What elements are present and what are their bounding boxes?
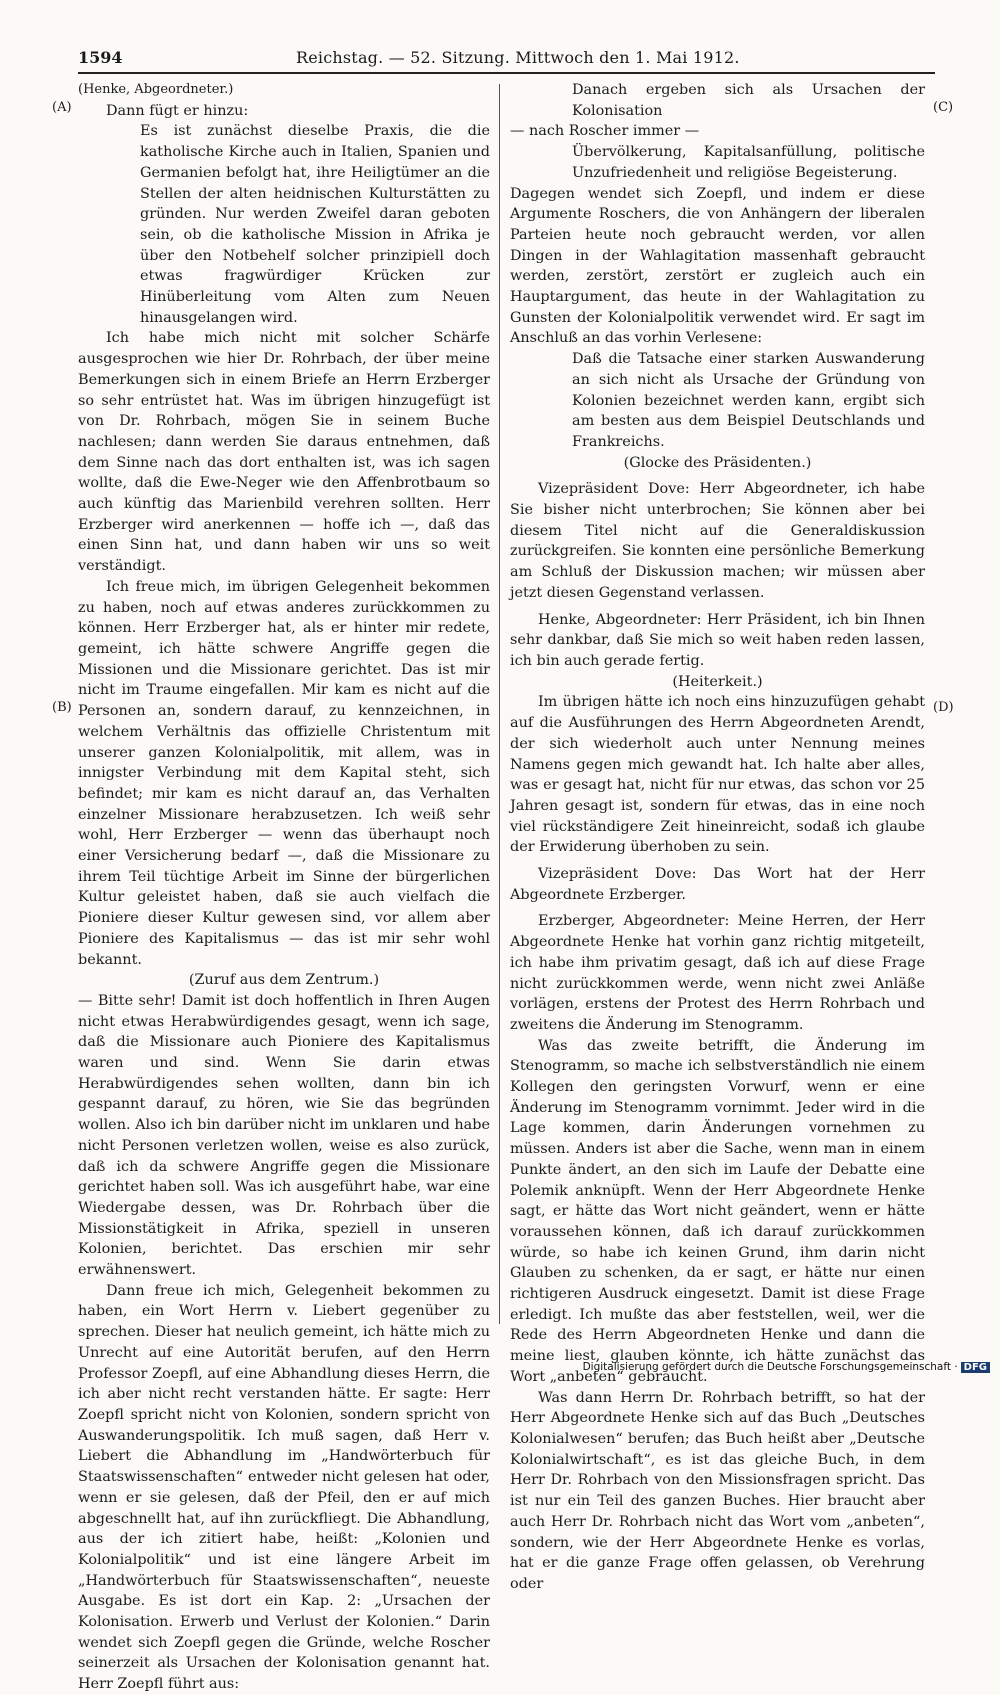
footer-credit <box>583 1361 990 1373</box>
paragraph: Vizepräsident Dove: Herr Abgeordneter, ich habe Sie bisher nicht unterbrochen; Sie können aber bei diesem Titel nicht auf die Generaldiskussion zurückgreifen. Sie konnten eine persönliche Bemerkung am Schluß der Diskussion machen; wir müssen aber jetzt diesen Gegenstand verlassen. <box>510 481 925 601</box>
stage-direction: (Glocke des Präsidenten.) <box>623 454 812 471</box>
page-header <box>78 46 935 74</box>
block-quote: Daß die Tatsache einer starken Auswanderung an sich nicht als Ursache der Gründung von Kolonien bezeichnet werden kann, ergibt sich am besten aus dem Beispiel Deutschlands und Frankreichs. <box>572 351 925 450</box>
page-number: 1594 <box>78 48 123 67</box>
paragraph: Henke, Abgeordneter: Herr Präsident, ich bin Ihnen sehr dankbar, daß Sie mich so weit haben reden lassen, ich bin auch gerade fertig. <box>510 611 925 669</box>
paragraph: Dann freue ich mich, Gelegenheit bekommen zu haben, ein Wort Herrn v. Liebert gegenüber zu sprechen. Dieser hat neulich gemeint, ich hätte mich zu Unrecht auf eine Autorität berufen, auf den Herrn Professor Zoepfl, auf eine Abhandlung dieses Herrn, die ich aber nicht recht verstanden hätte. Er sagte: Herr Zoepfl spricht nicht von Kolonien, sondern spricht von Auswanderungspolitik. Ich muß sagen, daß Herr v. Liebert die Abhandlung im „Handwörterbuch für Staatswissenschaften“ entweder nicht gelesen hat oder, wenn er sie gelesen, daß der Pfeil, den er auf mich abgeschnellt hat, auf ihn zurückfliegt. Die Abhandlung, aus der ich zitiert habe, heißt: „Kolonien und Kolonialpolitik“ und ist eine längere Arbeit im „Handwörterbuch für Staatswissenschaften“, neueste Ausgabe. Es ist dort ein Kap. 2: „Ursachen der Kolonisation. Erwerb und Verlust der Kolonien.“ Darin wendet sich Zoepfl gegen die Gründe, welche Roscher seinerzeit als Ursachen der Kolonisation genannt hat. Herr Zoepfl führt aus: <box>78 1282 490 1693</box>
paragraph: Was dann Herrn Dr. Rohrbach betrifft, so hat der Herr Abgeordnete Henke sich auf das Buch „Deutsches Kolonialwesen“ berufen; das Buch heißt aber „Deutsche Kolonialwirtschaft“, es ist das gleiche Buch, in dem Herr Dr. Rohrbach von den Missionsfragen spricht. Das ist nur ein Teil des ganzen Buches. Hier braucht aber auch Herr Dr. Rohrbach nicht das Wort vom „anbeten“, sondern, wie der Herr Abgeordnete Henke es vorlas, hat er die ganze Frage offen gelassen, ob Verehrung oder <box>510 1389 925 1592</box>
dfg-logo: DFG <box>961 1362 990 1373</box>
margin-marker-a: (A) <box>52 100 72 115</box>
margin-marker-b: (B) <box>52 700 72 715</box>
block-quote: Danach ergeben sich als Ursachen der Kolonisation <box>572 82 925 119</box>
speaker-note: (Henke, Abgeordneter.) <box>78 82 234 97</box>
paragraph: Dagegen wendet sich Zoepfl, und indem er diese Argumente Roschers, die von Anhängern der liberalen Parteien heute noch gebraucht werden, vor allen Dingen in der Wahlagitation massenhaft gebraucht werden, zerstört, zerstört er zugleich auch ein Hauptargument, das heute in der Wahlagitation zu Gunsten der Kolonialpolitik verwendet wird. Er sagt im Anschluß an das vorhin Verlesene: <box>510 185 925 347</box>
margin-marker-d: (D) <box>933 700 954 715</box>
column-divider <box>499 84 500 1324</box>
paragraph: Im übrigen hätte ich noch eins hinzuzufügen gehabt auf die Ausführungen des Herrn Abgeordneten Arendt, der sich wiederholt auch unter Nennung meines Namens gegen mich gewandt hat. Ich halte aber alles, was er gesagt hat, nicht für nur etwas, das schon vor 25 Jahren gesagt ist, sondern für etwas, das in eine noch viel rückständigere Zeit hineinreicht, sodaß ich glaube der Erwiderung überhoben zu sein. <box>510 694 925 856</box>
margin-marker-c: (C) <box>933 100 954 115</box>
paragraph: — Bitte sehr! Damit ist doch hoffentlich in Ihren Augen nicht etwas Herabwürdigendes gesagt, wenn ich sage, daß die Missionare auch Pioniere des Kapitalismus waren und sind. Wenn Sie darin etwas Herabwürdigendes sehen wollten, dann bin ich gespannt darauf, zu hören, wie Sie das begründen wollen. Also ich bin darüber nicht im unklaren und habe nicht Personen verletzen wollen, weise es also zurück, daß ich da schwere Angriffe gegen die Missionare gerichtet haben soll. Was ich ausgeführt habe, war eine Wiedergabe dessen, was Dr. Rohrbach über die Missionstätigkeit in Afrika, speziell in unseren Kolonien, berichtet. Das erschien mir sehr erwähnenswert. <box>78 992 490 1279</box>
paragraph: Erzberger, Abgeordneter: Meine Herren, der Herr Abgeordnete Henke hat vorhin ganz richtig mitgeteilt, ich habe ihm privatim gesagt, daß ich auf diese Frage nicht zurückkommen werde, wenn nicht zwei Anläße vorlägen, erstens der Protest des Herrn Rohrbach und zweitens die Änderung im Stenogramm. <box>510 913 925 1033</box>
block-quote: Übervölkerung, Kapitalsanfüllung, politische Unzufriedenheit und religiöse Begeisterung. <box>572 144 925 181</box>
footer-text: Digitalisierung gefördert durch die Deutsche Forschungsgemeinschaft · <box>582 1361 958 1373</box>
quote-aside: — nach Roscher immer — <box>510 123 700 140</box>
block-quote: Es ist zunächst dieselbe Praxis, die die katholische Kirche auch in Italien, Spanien und Germanien befolgt hat, ihre Heiligtümer an die Stellen der alten heidnischen Kulturstätten zu gründen. Nur werden Zweifel daran geboten sein, ob die katholische Mission in Afrika je über den Notbehelf solcher prinzipiell doch etwas fragwürdiger Krücken zur Hinüberleitung vom Alten zum Neuen hinausgelangen wird. <box>140 123 490 326</box>
paragraph: Vizepräsident Dove: Das Wort hat der Herr Abgeordnete Erzberger. <box>510 866 925 903</box>
running-title: Reichstag. — 52. Sitzung. Mittwoch den 1. Mai 1912. <box>296 48 740 67</box>
left-column <box>78 80 490 1695</box>
paragraph: Was das zweite betrifft, die Änderung im Stenogramm, so mache ich selbstverständlich nie einem Kollegen den geringsten Vorwurf, wenn er eine Änderung im Stenogramm vornimmt. Jeder wird in die Lage kommen, darin Änderungen vornehmen zu müssen. Anders ist aber die Sache, wenn man in einem Punkte ändert, an den sich im Laufe der Debatte eine Polemik anknüpft. Wenn der Herr Abgeordnete Henke sagt, er hätte das Wort nicht geändert, wenn er hätte voraussehen können, daß ich darauf zurückkommen würde, so habe ich keinen Grund, ihm darin nicht Glauben zu schenken, da er sagt, er hätte nur einen richtigeren Ausdruck eingesetzt. Damit ist diese Frage erledigt. Ich mußte das aber feststellen, weil, wer die Rede des Herrn Abgeordneten Henke und dann die meine liest, glauben könnte, ich hätte zunächst das Wort „anbeten“ gebraucht. <box>510 1037 925 1385</box>
paragraph: Ich freue mich, im übrigen Gelegenheit bekommen zu haben, noch auf etwas anderes zurückkommen zu können. Herr Erzberger hat, als er hinter mir redete, gemeint, ich hätte schwere Angriffe gegen die Missionen und die Missionare gerichtet. Das ist mir nicht im Traume eingefallen. Mir kam es nicht auf die Personen an, sondern darauf, zu kennzeichnen, in welchem Verhältnis das offizielle Christentum mit unserer ganzen Kolonialpolitik, mit allem, was in innigster Verbindung mit dem Kapital steht, sich befindet; mir kam es nicht darauf an, das Verhalten einzelner Missionare herabzusetzen. Ich weiß sehr wohl, Herr Erzberger — wenn das überhaupt noch einer Versicherung bedarf —, daß die Missionare zu ihrem Teil tüchtige Arbeit im Sinne der bürgerlichen Kultur geleistet haben, daß sie auch vielfach die Pioniere dieser Kultur gewesen sind, vor allem aber Pioniere des Kapitalismus — das ist mir sehr wohl bekannt. <box>78 578 490 968</box>
stage-direction: (Heiterkeit.) <box>672 673 763 690</box>
paragraph: Ich habe mich nicht mit solcher Schärfe ausgesprochen wie hier Dr. Rohrbach, der über meine Bemerkungen sich in einem Briefe an Herrn Erzberger so sehr entrüstet hat. Was im übrigen hinzugefügt ist von Dr. Rohrbach, mögen Sie in seinem Buche nachlesen; dann werden Sie daraus entnehmen, daß dem Sinne nach das dort enthalten ist, was ich sagen wollte, daß die Ewe-Neger wie den Affenbrotbaum so auch künftig das Marienbild verehren sollten. Herr Erzberger wird anerkennen — hoffe ich —, daß das einen Sinn hat, und dann haben wir uns so weit verständigt. <box>78 330 490 575</box>
interjection: (Zuruf aus dem Zentrum.) <box>188 972 380 989</box>
paragraph: Dann fügt er hinzu: <box>106 102 249 119</box>
